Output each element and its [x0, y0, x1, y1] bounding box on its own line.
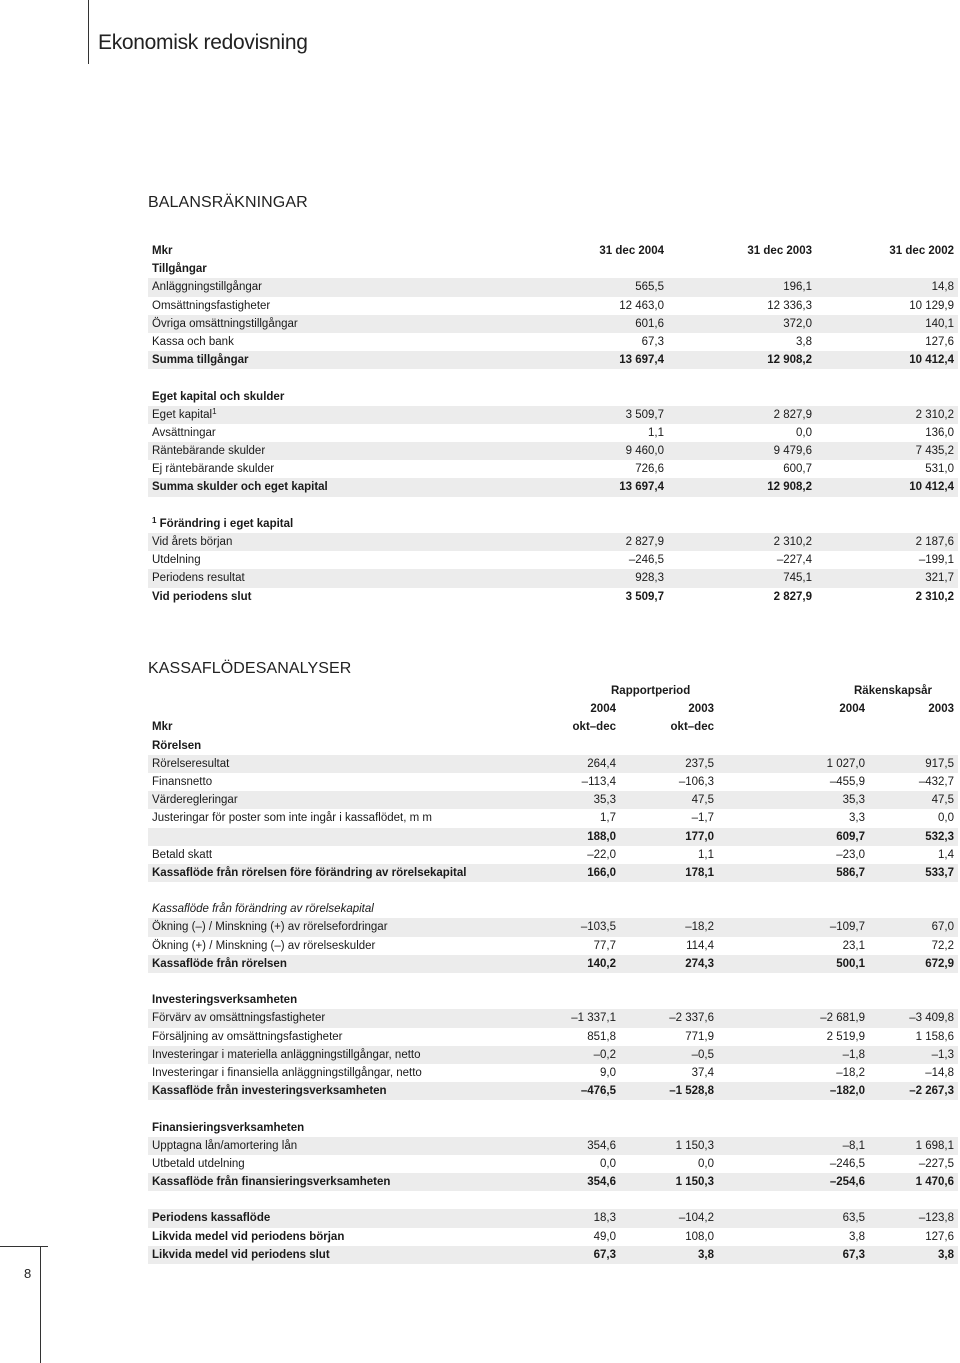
cell: 237,5	[685, 757, 714, 770]
cell: 196,1	[783, 281, 812, 294]
footer-rule-vertical	[40, 1246, 41, 1363]
cell: 264,4	[587, 757, 616, 770]
total-row	[148, 478, 958, 496]
row-label: Anläggningstillgångar	[152, 281, 262, 294]
row-label: Kassaflöde från rörelsen	[152, 957, 287, 970]
cell: 3,8	[698, 1248, 714, 1261]
cashflow-table	[148, 682, 958, 1264]
cell: 600,7	[783, 463, 812, 476]
heading-label: Kassaflöde från förändring av rörelsekapital	[152, 903, 374, 916]
cell: 3 509,7	[625, 408, 664, 421]
cell: 726,6	[635, 463, 664, 476]
cell: –246,5	[829, 1157, 865, 1170]
section-heading	[148, 991, 958, 1009]
cell: –104,2	[678, 1212, 714, 1225]
col-header: 31 dec 2003	[747, 245, 812, 257]
summary-row	[148, 1246, 958, 1264]
cell: 114,4	[686, 939, 714, 952]
cell: 140,1	[925, 317, 954, 330]
cell: 12 463,0	[619, 299, 664, 312]
balance-title: BALANSRÄKNINGAR	[148, 194, 308, 211]
cell: 12 908,2	[767, 481, 812, 494]
cell: 12 336,3	[767, 299, 812, 312]
cell: 140,2	[587, 957, 616, 970]
cell: 531,0	[925, 463, 954, 476]
cell: 67,3	[641, 335, 664, 348]
table-row	[148, 1046, 958, 1064]
cell: 0,0	[938, 812, 954, 825]
row-label: Avsättningar	[152, 426, 216, 439]
total-row	[148, 864, 958, 882]
row-label: Finansnetto	[152, 775, 213, 788]
year-header: 2004	[839, 703, 865, 716]
cell: 533,7	[925, 866, 954, 879]
table-row	[148, 315, 958, 333]
row-label: Likvida medel vid periodens slut	[152, 1248, 330, 1261]
cell: 13 697,4	[619, 354, 664, 367]
heading-label: Investeringsverksamheten	[152, 994, 298, 1007]
total-row	[148, 351, 958, 369]
cell: 67,3	[593, 1248, 616, 1261]
cell: 3,8	[938, 1248, 954, 1261]
cell: 928,3	[635, 572, 664, 585]
cell: 9 460,0	[625, 445, 664, 458]
cell: –455,9	[829, 775, 865, 788]
table-row	[148, 569, 958, 587]
cell: 2 187,6	[915, 536, 954, 548]
row-label: Likvida medel vid periodens början	[152, 1230, 345, 1243]
row-label: Övriga omsättningstillgångar	[152, 317, 298, 330]
cell: 0,0	[600, 1157, 616, 1170]
heading-label: Finansieringsverksamheten	[152, 1121, 305, 1134]
summary-row	[148, 1209, 958, 1227]
cell: –14,8	[925, 1066, 954, 1079]
cell: 12 908,2	[767, 354, 812, 367]
row-label: Vid årets början	[152, 536, 233, 548]
table-row	[148, 846, 958, 864]
cell: 10 412,4	[909, 354, 954, 367]
row-label: Betald skatt	[152, 848, 213, 861]
cell: –432,7	[918, 775, 954, 788]
heading-label	[152, 515, 293, 533]
cell: 2 310,2	[915, 590, 954, 603]
cell: 72,2	[931, 939, 954, 952]
cell: 2 310,2	[773, 536, 812, 548]
cell: 1 027,0	[826, 757, 865, 770]
footnote-marker: 1	[152, 515, 157, 525]
cell: 3,8	[849, 1230, 865, 1243]
cell: 1,1	[648, 426, 664, 439]
row-label: Investeringar i finansiella anläggningstillgångar, netto	[152, 1066, 422, 1079]
cell: 35,3	[842, 794, 865, 807]
spacer-row	[148, 882, 958, 900]
row-label: Ökning (+) / Minskning (–) av rörelseskulder	[152, 939, 376, 952]
table-row	[148, 937, 958, 955]
cell: –227,5	[918, 1157, 954, 1170]
cell: 63,5	[842, 1212, 865, 1225]
row-label: Omsättningsfastigheter	[152, 299, 271, 312]
cell: 3 509,7	[625, 590, 664, 603]
cell: 601,6	[635, 317, 664, 330]
cell: 49,0	[593, 1230, 616, 1243]
row-label: Ej räntebärande skulder	[152, 463, 275, 476]
cell: 609,7	[836, 830, 865, 843]
row-label: Kassa och bank	[152, 335, 234, 348]
section-heading	[148, 1119, 958, 1137]
section-heading	[148, 388, 958, 406]
row-label: Periodens resultat	[152, 572, 245, 585]
row-label: Summa skulder och eget kapital	[152, 481, 328, 494]
total-row	[148, 955, 958, 973]
cell: –0,5	[691, 1048, 714, 1061]
row-label: Förvärv av omsättningsfastigheter	[152, 1012, 326, 1025]
row-label-text: Eget kapital	[152, 408, 213, 421]
cell: 47,5	[691, 794, 714, 807]
cell: 177,0	[685, 830, 714, 843]
row-label: Ökning (–) / Minskning (+) av rörelsefordringar	[152, 921, 388, 934]
cell: –2 337,6	[669, 1012, 714, 1025]
cell: 1,4	[938, 848, 954, 861]
cell: –106,3	[678, 775, 714, 788]
cell: –476,5	[580, 1085, 616, 1098]
cell: 2 827,9	[773, 408, 812, 421]
cell: 672,9	[925, 957, 954, 970]
year-header-row	[148, 700, 958, 718]
cell: 372,0	[783, 317, 812, 330]
cell: 108,0	[685, 1230, 714, 1243]
table-row	[148, 773, 958, 791]
row-label: Utdelning	[152, 554, 201, 567]
cell: 9,0	[600, 1066, 616, 1079]
cell: 532,3	[925, 830, 954, 843]
table-row	[148, 918, 958, 936]
cell: 2 827,9	[773, 590, 812, 603]
cell: 1 158,6	[915, 1030, 954, 1043]
cell: 1 150,3	[675, 1139, 714, 1152]
spacer-row	[148, 369, 958, 387]
cell: –0,2	[593, 1048, 616, 1061]
cell: 188,0	[587, 830, 616, 843]
cell: 14,8	[931, 281, 954, 294]
cell: –199,1	[918, 554, 954, 567]
table-row	[148, 1028, 958, 1046]
page-number: 8	[24, 1266, 32, 1281]
cell: –227,4	[776, 554, 812, 567]
cell: –8,1	[842, 1139, 865, 1152]
year-header: 2003	[928, 703, 954, 716]
top-rule	[88, 0, 89, 64]
row-label	[152, 406, 217, 424]
section-heading	[148, 737, 958, 755]
group-header-rapportperiod: Rapportperiod	[611, 685, 691, 697]
row-label: Rörelseresultat	[152, 757, 230, 770]
footnote-marker: 1	[212, 406, 217, 416]
cell: –22,0	[587, 848, 616, 861]
cell: 67,0	[931, 921, 954, 934]
cell: 1 470,6	[915, 1176, 954, 1189]
row-label: Kassaflöde från rörelsen före förändring av rörelsekapital	[152, 866, 467, 879]
total-row	[148, 1082, 958, 1100]
cell: –246,5	[628, 554, 664, 567]
row-label: Investeringar i materiella anläggningstillgångar, netto	[152, 1048, 421, 1061]
row-label: Justeringar för poster som inte ingår i kassaflödet, m m	[152, 812, 432, 825]
cell: 2 519,9	[826, 1030, 865, 1043]
cell: –182,0	[829, 1085, 865, 1098]
cell: –103,5	[580, 921, 616, 934]
cell: 47,5	[931, 794, 954, 807]
cell: –23,0	[836, 848, 865, 861]
cell: 321,7	[925, 572, 954, 585]
spacer-row	[148, 973, 958, 991]
section-heading	[148, 900, 958, 918]
row-label: Vid periodens slut	[152, 590, 252, 603]
period-header: okt–dec	[572, 721, 616, 734]
cell: 1 150,3	[675, 1176, 714, 1189]
cell: 127,6	[925, 335, 954, 348]
table-row	[148, 297, 958, 315]
spacer-row	[148, 1100, 958, 1118]
cell: 127,6	[925, 1230, 954, 1243]
cell: 917,5	[925, 757, 954, 770]
group-header-row	[148, 682, 958, 700]
cell: 7 435,2	[915, 445, 954, 458]
cell: 67,3	[842, 1248, 865, 1261]
subtotal-row	[148, 828, 958, 846]
table-row	[148, 551, 958, 569]
year-header: 2003	[688, 703, 714, 716]
row-label: Kassaflöde från finansieringsverksamheten	[152, 1176, 391, 1189]
row-label: Summa tillgångar	[152, 354, 249, 367]
cell: 354,6	[587, 1176, 616, 1189]
cell: 35,3	[593, 794, 616, 807]
cell: 0,0	[698, 1157, 714, 1170]
cell: –113,4	[581, 775, 616, 788]
cell: 13 697,4	[619, 481, 664, 494]
cell: 500,1	[836, 957, 865, 970]
cell: 851,8	[587, 1030, 616, 1043]
page-title: Ekonomisk redovisning	[98, 31, 308, 54]
cell: 2 827,9	[625, 536, 664, 548]
col-header-label: Mkr	[152, 245, 173, 257]
cashflow-title: KASSAFLÖDESANALYSER	[148, 660, 352, 677]
cell: 10 412,4	[909, 481, 954, 494]
cell: 136,0	[925, 426, 954, 439]
period-header: okt–dec	[670, 721, 714, 734]
heading-label: Tillgångar	[152, 263, 207, 276]
cell: 77,7	[593, 939, 616, 952]
cell: –18,2	[836, 1066, 865, 1079]
cell: –1,3	[931, 1048, 954, 1061]
cell: 23,1	[842, 939, 865, 952]
table-row	[148, 442, 958, 460]
col-header: 31 dec 2004	[599, 245, 664, 257]
section-heading	[148, 260, 958, 278]
total-row	[148, 1173, 958, 1191]
cell: 354,6	[587, 1139, 616, 1152]
table-row	[148, 791, 958, 809]
row-label: Räntebärande skulder	[152, 445, 266, 458]
cell: 1,1	[698, 848, 714, 861]
cell: –2 681,9	[820, 1012, 865, 1025]
cell: 565,5	[635, 281, 664, 294]
cell: –1 337,1	[571, 1012, 616, 1025]
row-label: Upptagna lån/amortering lån	[152, 1139, 298, 1152]
table-row	[148, 460, 958, 478]
cell: 10 129,9	[909, 299, 954, 312]
cell: –3 409,8	[909, 1012, 954, 1025]
row-label: Försäljning av omsättningsfastigheter	[152, 1030, 343, 1043]
heading-label: Eget kapital och skulder	[152, 390, 285, 403]
cell: 178,1	[685, 866, 714, 879]
cell: –1,7	[691, 812, 714, 825]
total-row	[148, 588, 958, 606]
row-label: Kassaflöde från investeringsverksamheten	[152, 1085, 387, 1098]
spacer-row	[148, 1191, 958, 1209]
section-heading	[148, 515, 958, 533]
cell: 771,9	[685, 1030, 714, 1043]
col-header-label: Mkr	[152, 721, 173, 734]
table-row	[148, 1155, 958, 1173]
cell: 0,0	[796, 426, 812, 439]
table-row	[148, 406, 958, 424]
table-row	[148, 809, 958, 827]
cell: 3,3	[849, 812, 865, 825]
year-header: 2004	[590, 703, 616, 716]
cell: –2 267,3	[909, 1085, 954, 1098]
cell: –1,8	[842, 1048, 865, 1061]
period-header-row	[148, 718, 958, 736]
row-label: Värderegleringar	[152, 794, 238, 807]
table-row	[148, 755, 958, 773]
table-row	[148, 1137, 958, 1155]
row-label: Utbetald utdelning	[152, 1157, 245, 1170]
group-header-rakenskapsar: Räkenskapsår	[854, 685, 932, 697]
table-row	[148, 1009, 958, 1027]
cell: –1 528,8	[669, 1085, 714, 1098]
table-row	[148, 533, 958, 551]
row-label: Periodens kassaflöde	[152, 1212, 271, 1225]
col-header: 31 dec 2002	[889, 245, 954, 257]
cell: 9 479,6	[773, 445, 812, 458]
summary-row	[148, 1228, 958, 1246]
cell: –18,2	[685, 921, 714, 934]
cell: 745,1	[783, 572, 812, 585]
cell: 1,7	[600, 812, 616, 825]
table-row	[148, 424, 958, 442]
table-row	[148, 278, 958, 296]
cell: 18,3	[593, 1212, 616, 1225]
cell: 2 310,2	[915, 408, 954, 421]
balance-header-row	[148, 242, 958, 260]
cell: –123,8	[918, 1212, 954, 1225]
cell: –254,6	[829, 1176, 865, 1189]
cell: 274,3	[685, 957, 714, 970]
cell: 586,7	[836, 866, 865, 879]
table-row	[148, 1064, 958, 1082]
cell: 166,0	[587, 866, 616, 879]
spacer-row	[148, 497, 958, 515]
cell: 1 698,1	[915, 1139, 954, 1152]
heading-label: Rörelsen	[152, 739, 202, 752]
cell: –109,7	[829, 921, 865, 934]
heading-text: Förändring i eget kapital	[159, 517, 294, 530]
table-row	[148, 333, 958, 351]
cell: 3,8	[796, 335, 812, 348]
balance-table	[148, 242, 958, 606]
cell: 37,4	[691, 1066, 714, 1079]
